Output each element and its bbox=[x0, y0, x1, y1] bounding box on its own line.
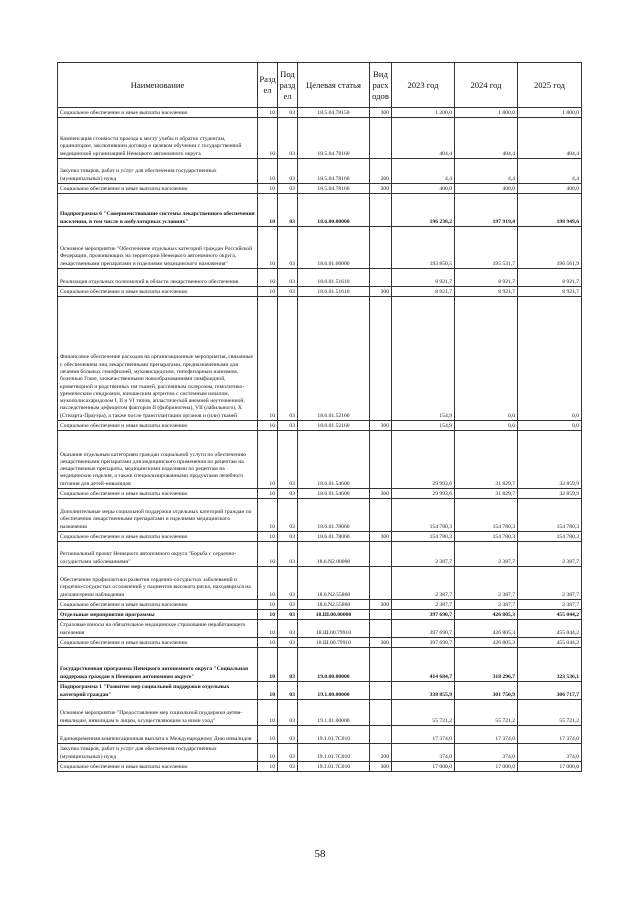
cell-year-2025: 8 921,7 bbox=[518, 269, 582, 287]
table-row bbox=[58, 600, 582, 610]
cell-name: Единовременная компенсационная выплата к Международному Дню инвалидов bbox=[58, 726, 258, 744]
cell-year-2025: 455 044,2 bbox=[518, 638, 582, 648]
table-row bbox=[58, 648, 582, 682]
cell-expense-type bbox=[370, 648, 392, 682]
cell-year-2025: 17 374,0 bbox=[518, 726, 582, 744]
cell-target: 19.1.01.00000 bbox=[298, 700, 370, 726]
cell-target: 18.6.01.51610 bbox=[298, 287, 370, 297]
table-row bbox=[58, 638, 582, 648]
cell-name: Финансовое обеспечение расходов на организационные мероприятия, связанные с обеспечением лиц лекарственными препаратами, предназначенными для лечения больных гемофилией, муковисцидозом, гипофизарным нанизмом, болезнью Гоше, злокачественными новообразованиями лимфоидной, кроветворной и родственных им тканей, рассеянным склерозом, гемолитико-уремическим синдромом, юношеским артритом с системным началом, мукополисахаридозом I, II и VI типов, апластической анемией неуточненной, наследственным дефицитом факторов II (фибриногена), VII (лабильного), X (Стюарта-Прауэра), а также после трансплантации органов и (или) тканей bbox=[58, 297, 258, 421]
cell-year-2025: 4,4 bbox=[518, 159, 582, 184]
cell-target: 18.6.01.78060 bbox=[298, 499, 370, 532]
cell-year-2023: 154 780,3 bbox=[392, 499, 455, 532]
table-row bbox=[58, 108, 582, 118]
cell-year-2024: 195 531,7 bbox=[455, 227, 518, 269]
cell-subsection: 03 bbox=[278, 682, 298, 700]
cell-name: Основное мероприятие "Предоставление мер социальной поддержки детям-инвалидам, инвалидам и лицам, осуществляющим за ними уход" bbox=[58, 700, 258, 726]
table-row bbox=[58, 542, 582, 567]
budget-table bbox=[57, 62, 582, 772]
cell-target: 18.6.N2.55860 bbox=[298, 600, 370, 610]
cell-section: 10 bbox=[258, 431, 278, 489]
cell-year-2025: 0,0 bbox=[518, 421, 582, 431]
cell-subsection: 03 bbox=[278, 532, 298, 542]
cell-section: 10 bbox=[258, 726, 278, 744]
cell-year-2025: 198 949,6 bbox=[518, 194, 582, 227]
cell-target: 18.6.01.54600 bbox=[298, 431, 370, 489]
table-header-row bbox=[58, 63, 582, 108]
cell-expense-type bbox=[370, 700, 392, 726]
cell-year-2024: 55 721,2 bbox=[455, 700, 518, 726]
cell-subsection: 03 bbox=[278, 762, 298, 772]
cell-year-2024: 197 919,4 bbox=[455, 194, 518, 227]
cell-year-2025: 2 387,7 bbox=[518, 600, 582, 610]
cell-year-2023: 2 387,7 bbox=[392, 542, 455, 567]
table-row bbox=[58, 610, 582, 620]
cell-year-2023: 414 684,7 bbox=[392, 648, 455, 682]
cell-expense-type bbox=[370, 194, 392, 227]
cell-year-2023: 397 690,7 bbox=[392, 610, 455, 620]
header-expense-type: Вид расходов bbox=[370, 63, 392, 108]
cell-year-2025: 17 000,0 bbox=[518, 762, 582, 772]
cell-subsection: 03 bbox=[278, 297, 298, 421]
cell-subsection: 03 bbox=[278, 700, 298, 726]
cell-year-2024: 8 921,7 bbox=[455, 287, 518, 297]
cell-subsection: 03 bbox=[278, 269, 298, 287]
budget-sheet bbox=[57, 62, 581, 772]
table-row bbox=[58, 682, 582, 700]
cell-target: 18.Ш.00.79910 bbox=[298, 638, 370, 648]
cell-year-2023: 154,9 bbox=[392, 421, 455, 431]
cell-target: 18.6.01.52160 bbox=[298, 297, 370, 421]
cell-section: 10 bbox=[258, 297, 278, 421]
header-year-2024: 2024 год bbox=[455, 63, 518, 108]
cell-expense-type: 300 bbox=[370, 762, 392, 772]
cell-name: Социальное обеспечение и иные выплаты населению bbox=[58, 421, 258, 431]
cell-year-2024: 404,4 bbox=[455, 118, 518, 159]
cell-year-2023: 397 690,7 bbox=[392, 638, 455, 648]
cell-target: 18.5.04.78150 bbox=[298, 108, 370, 118]
cell-target: 18.6.01.51610 bbox=[298, 269, 370, 287]
header-subsection: Подраздел bbox=[278, 63, 298, 108]
cell-subsection: 03 bbox=[278, 489, 298, 499]
cell-name: Социальное обеспечение и иные выплаты населению bbox=[58, 532, 258, 542]
cell-year-2023: 154,9 bbox=[392, 297, 455, 421]
cell-subsection: 03 bbox=[278, 421, 298, 431]
cell-year-2023: 397 690,7 bbox=[392, 620, 455, 638]
cell-year-2025: 374,0 bbox=[518, 744, 582, 762]
cell-target: 18.6.01.00000 bbox=[298, 227, 370, 269]
cell-expense-type: 200 bbox=[370, 159, 392, 184]
cell-year-2023: 2 387,7 bbox=[392, 567, 455, 600]
table-row bbox=[58, 194, 582, 227]
cell-year-2023: 17 000,0 bbox=[392, 762, 455, 772]
cell-year-2024: 31 829,7 bbox=[455, 431, 518, 489]
cell-target: 18.6.01.54600 bbox=[298, 489, 370, 499]
cell-year-2023: 55 721,2 bbox=[392, 700, 455, 726]
cell-year-2024: 301 750,9 bbox=[455, 682, 518, 700]
cell-year-2025: 154 780,3 bbox=[518, 499, 582, 532]
cell-name: Оказание отдельным категориям граждан социальной услуги по обеспечению лекарственными препаратами для медицинского применения по рецептам на лекарственные препараты, медицинскими изделиями по рецептам на медицинские изделия, а также специализированными продуктами лечебного питания для детей-инвалидов bbox=[58, 431, 258, 489]
cell-target: 18.Ш.00.00000 bbox=[298, 610, 370, 620]
header-section: Раздел bbox=[258, 63, 278, 108]
cell-year-2024: 0,0 bbox=[455, 297, 518, 421]
cell-target: 19.1.01.7С010 bbox=[298, 744, 370, 762]
cell-expense-type bbox=[370, 567, 392, 600]
table-row bbox=[58, 620, 582, 638]
cell-year-2023: 29 993,6 bbox=[392, 431, 455, 489]
table-row bbox=[58, 762, 582, 772]
table-row bbox=[58, 269, 582, 287]
cell-section: 10 bbox=[258, 682, 278, 700]
cell-year-2023: 4,4 bbox=[392, 159, 455, 184]
cell-year-2024: 31 829,7 bbox=[455, 489, 518, 499]
cell-year-2025: 400,0 bbox=[518, 184, 582, 194]
cell-expense-type bbox=[370, 620, 392, 638]
cell-target: 18.6.01.78060 bbox=[298, 532, 370, 542]
cell-target: 19.0.00.00000 bbox=[298, 648, 370, 682]
cell-year-2024: 2 387,7 bbox=[455, 567, 518, 600]
cell-year-2025: 306 717,7 bbox=[518, 682, 582, 700]
cell-section: 10 bbox=[258, 194, 278, 227]
cell-subsection: 03 bbox=[278, 726, 298, 744]
cell-subsection: 03 bbox=[278, 610, 298, 620]
cell-section: 10 bbox=[258, 118, 278, 159]
cell-expense-type bbox=[370, 610, 392, 620]
cell-expense-type bbox=[370, 682, 392, 700]
cell-name: Социальное обеспечение и иные выплаты населению bbox=[58, 600, 258, 610]
cell-target: 18.6.01.52160 bbox=[298, 421, 370, 431]
cell-target: 19.1.00.00000 bbox=[298, 682, 370, 700]
cell-section: 10 bbox=[258, 269, 278, 287]
cell-target: 18.6.00.00000 bbox=[298, 194, 370, 227]
cell-subsection: 03 bbox=[278, 744, 298, 762]
cell-subsection: 03 bbox=[278, 600, 298, 610]
table-row bbox=[58, 287, 582, 297]
cell-year-2023: 2 387,7 bbox=[392, 600, 455, 610]
cell-year-2024: 154 780,3 bbox=[455, 499, 518, 532]
cell-year-2024: 17 374,0 bbox=[455, 726, 518, 744]
cell-section: 10 bbox=[258, 489, 278, 499]
cell-year-2023: 374,0 bbox=[392, 744, 455, 762]
cell-year-2025: 1 800,0 bbox=[518, 108, 582, 118]
cell-section: 10 bbox=[258, 159, 278, 184]
cell-year-2023: 404,4 bbox=[392, 118, 455, 159]
cell-name: Государственная программа Ненецкого автономного округа "Социальная поддержка граждан в Ненецком автономном округе" bbox=[58, 648, 258, 682]
cell-name: Обеспечение профилактики развития сердечно-сосудистых заболеваний и сердечно-сосудистых осложнений у пациентов высокого риска, находящихся на диспансерном наблюдении bbox=[58, 567, 258, 600]
cell-year-2023: 8 921,7 bbox=[392, 269, 455, 287]
table-body bbox=[58, 108, 582, 772]
cell-year-2025: 455 044,2 bbox=[518, 610, 582, 620]
table-row bbox=[58, 532, 582, 542]
table-row bbox=[58, 421, 582, 431]
cell-year-2023: 338 855,9 bbox=[392, 682, 455, 700]
cell-section: 10 bbox=[258, 610, 278, 620]
table-row bbox=[58, 297, 582, 421]
cell-year-2025: 0,0 bbox=[518, 297, 582, 421]
table-row bbox=[58, 431, 582, 489]
cell-year-2025: 32 859,9 bbox=[518, 489, 582, 499]
cell-target: 18.5.04.78160 bbox=[298, 118, 370, 159]
cell-section: 10 bbox=[258, 762, 278, 772]
cell-expense-type: 300 bbox=[370, 184, 392, 194]
cell-year-2024: 1 800,0 bbox=[455, 108, 518, 118]
cell-target: 18.6.N2.55860 bbox=[298, 567, 370, 600]
table-row bbox=[58, 184, 582, 194]
cell-year-2025: 2 387,7 bbox=[518, 542, 582, 567]
cell-section: 10 bbox=[258, 227, 278, 269]
cell-year-2025: 8 921,7 bbox=[518, 287, 582, 297]
table-row bbox=[58, 567, 582, 600]
cell-name: Подпрограмма 1 "Развитие мер социальной поддержки отдельных категорий граждан" bbox=[58, 682, 258, 700]
cell-target: 19.1.01.7С010 bbox=[298, 726, 370, 744]
cell-year-2025: 2 387,7 bbox=[518, 567, 582, 600]
cell-year-2024: 8 921,7 bbox=[455, 269, 518, 287]
cell-section: 10 bbox=[258, 744, 278, 762]
cell-subsection: 03 bbox=[278, 638, 298, 648]
table-row bbox=[58, 159, 582, 184]
cell-target: 19.1.01.7С010 bbox=[298, 762, 370, 772]
cell-section: 10 bbox=[258, 542, 278, 567]
cell-year-2023: 193 850,5 bbox=[392, 227, 455, 269]
cell-year-2025: 32 859,9 bbox=[518, 431, 582, 489]
cell-year-2024: 4,4 bbox=[455, 159, 518, 184]
cell-year-2025: 55 721,2 bbox=[518, 700, 582, 726]
cell-expense-type bbox=[370, 542, 392, 567]
cell-year-2024: 400,0 bbox=[455, 184, 518, 194]
cell-subsection: 03 bbox=[278, 227, 298, 269]
cell-name: Отдельные мероприятия программы bbox=[58, 610, 258, 620]
cell-target: 18.Ш.00.79910 bbox=[298, 620, 370, 638]
cell-expense-type bbox=[370, 227, 392, 269]
cell-expense-type: 200 bbox=[370, 744, 392, 762]
cell-name: Реализация отдельных полномочий в области лекарственного обеспечения bbox=[58, 269, 258, 287]
cell-name: Социальное обеспечение и иные выплаты населению bbox=[58, 489, 258, 499]
table-row bbox=[58, 726, 582, 744]
cell-expense-type: 300 bbox=[370, 287, 392, 297]
cell-name: Социальное обеспечение и иные выплаты населению bbox=[58, 184, 258, 194]
cell-expense-type bbox=[370, 269, 392, 287]
cell-section: 10 bbox=[258, 108, 278, 118]
cell-year-2024: 2 387,7 bbox=[455, 542, 518, 567]
cell-name: Закупка товаров, работ и услуг для обеспечения государственных (муниципальных) нужд bbox=[58, 744, 258, 762]
cell-section: 10 bbox=[258, 421, 278, 431]
cell-year-2025: 323 536,1 bbox=[518, 648, 582, 682]
cell-year-2023: 154 780,3 bbox=[392, 532, 455, 542]
cell-year-2023: 17 374,0 bbox=[392, 726, 455, 744]
cell-name: Закупка товаров, работ и услуг для обеспечения государственных (муниципальных) нужд bbox=[58, 159, 258, 184]
cell-name: Подпрограмма 6 "Совершенствование системы лекарственного обеспечения населения, в том числе в амбулаторных условиях" bbox=[58, 194, 258, 227]
cell-year-2024: 374,0 bbox=[455, 744, 518, 762]
cell-year-2025: 455 044,2 bbox=[518, 620, 582, 638]
cell-year-2024: 318 296,7 bbox=[455, 648, 518, 682]
cell-expense-type: 300 bbox=[370, 421, 392, 431]
cell-subsection: 03 bbox=[278, 108, 298, 118]
cell-expense-type: 300 bbox=[370, 532, 392, 542]
header-target: Целевая статья bbox=[298, 63, 370, 108]
cell-subsection: 03 bbox=[278, 620, 298, 638]
cell-expense-type: 300 bbox=[370, 638, 392, 648]
cell-expense-type bbox=[370, 118, 392, 159]
cell-section: 10 bbox=[258, 567, 278, 600]
cell-expense-type: 300 bbox=[370, 489, 392, 499]
cell-expense-type bbox=[370, 431, 392, 489]
cell-section: 10 bbox=[258, 648, 278, 682]
cell-section: 10 bbox=[258, 532, 278, 542]
cell-name: Дополнительные меры социальной поддержки отдельных категорий граждан по обеспечению лекарственными препаратами и изделиями медицинского назначения bbox=[58, 499, 258, 532]
cell-name: Социальное обеспечение и иные выплаты населению bbox=[58, 287, 258, 297]
cell-section: 10 bbox=[258, 287, 278, 297]
cell-year-2024: 426 805,3 bbox=[455, 638, 518, 648]
cell-subsection: 03 bbox=[278, 159, 298, 184]
cell-section: 10 bbox=[258, 620, 278, 638]
header-name: Наименование bbox=[58, 63, 258, 108]
cell-subsection: 03 bbox=[278, 567, 298, 600]
cell-year-2023: 8 921,7 bbox=[392, 287, 455, 297]
cell-expense-type: 300 bbox=[370, 600, 392, 610]
cell-year-2025: 404,4 bbox=[518, 118, 582, 159]
cell-subsection: 03 bbox=[278, 542, 298, 567]
header-year-2023: 2023 год bbox=[392, 63, 455, 108]
cell-year-2025: 154 780,3 bbox=[518, 532, 582, 542]
cell-name: Страховые взносы на обязательное медицинское страхование неработающего населения bbox=[58, 620, 258, 638]
cell-name: Социальное обеспечение и иные выплаты населению bbox=[58, 762, 258, 772]
cell-name: Основное мероприятие "Обеспечение отдельных категорий граждан Российской Федерации, проживающих на территории Ненецкого автономного округа, лекарственными препаратами и изделиями медицинского назначения" bbox=[58, 227, 258, 269]
cell-section: 10 bbox=[258, 184, 278, 194]
cell-expense-type bbox=[370, 726, 392, 744]
cell-year-2023: 400,0 bbox=[392, 184, 455, 194]
table-row bbox=[58, 227, 582, 269]
table-row bbox=[58, 700, 582, 726]
cell-year-2023: 29 993,6 bbox=[392, 489, 455, 499]
cell-subsection: 03 bbox=[278, 287, 298, 297]
cell-subsection: 03 bbox=[278, 648, 298, 682]
cell-name: Социальное обеспечение и иные выплаты населению bbox=[58, 638, 258, 648]
cell-name: Компенсация стоимости проезда к месту учебы и обратно студентам, ординаторам, заключившим договор о целевом обучении с государственной медицинской организацией Ненецкого автономного округа bbox=[58, 118, 258, 159]
cell-subsection: 03 bbox=[278, 431, 298, 489]
table-row bbox=[58, 489, 582, 499]
page-number: 58 bbox=[314, 848, 326, 860]
cell-section: 10 bbox=[258, 700, 278, 726]
table-row bbox=[58, 499, 582, 532]
cell-expense-type bbox=[370, 297, 392, 421]
cell-target: 18.5.04.78160 bbox=[298, 184, 370, 194]
cell-year-2023: 1 200,0 bbox=[392, 108, 455, 118]
cell-subsection: 03 bbox=[278, 184, 298, 194]
cell-section: 10 bbox=[258, 600, 278, 610]
cell-year-2025: 196 561,9 bbox=[518, 227, 582, 269]
table-row bbox=[58, 118, 582, 159]
cell-subsection: 03 bbox=[278, 499, 298, 532]
cell-section: 10 bbox=[258, 499, 278, 532]
cell-year-2024: 2 387,7 bbox=[455, 600, 518, 610]
cell-year-2024: 426 805,3 bbox=[455, 620, 518, 638]
cell-subsection: 03 bbox=[278, 118, 298, 159]
cell-year-2024: 0,0 bbox=[455, 421, 518, 431]
cell-expense-type: 300 bbox=[370, 108, 392, 118]
cell-year-2023: 196 238,2 bbox=[392, 194, 455, 227]
cell-subsection: 03 bbox=[278, 194, 298, 227]
cell-name: Региональный проект Ненецкого автономного округа "Борьба с сердечно-сосудистыми заболеваниями" bbox=[58, 542, 258, 567]
cell-year-2024: 426 805,3 bbox=[455, 610, 518, 620]
header-year-2025: 2025 год bbox=[518, 63, 582, 108]
cell-year-2024: 154 780,3 bbox=[455, 532, 518, 542]
cell-section: 10 bbox=[258, 638, 278, 648]
cell-target: 18.5.04.78160 bbox=[298, 159, 370, 184]
table-row bbox=[58, 744, 582, 762]
cell-name: Социальное обеспечение и иные выплаты населению bbox=[58, 108, 258, 118]
cell-year-2024: 17 000,0 bbox=[455, 762, 518, 772]
cell-expense-type bbox=[370, 499, 392, 532]
cell-target: 18.6.N2.00000 bbox=[298, 542, 370, 567]
